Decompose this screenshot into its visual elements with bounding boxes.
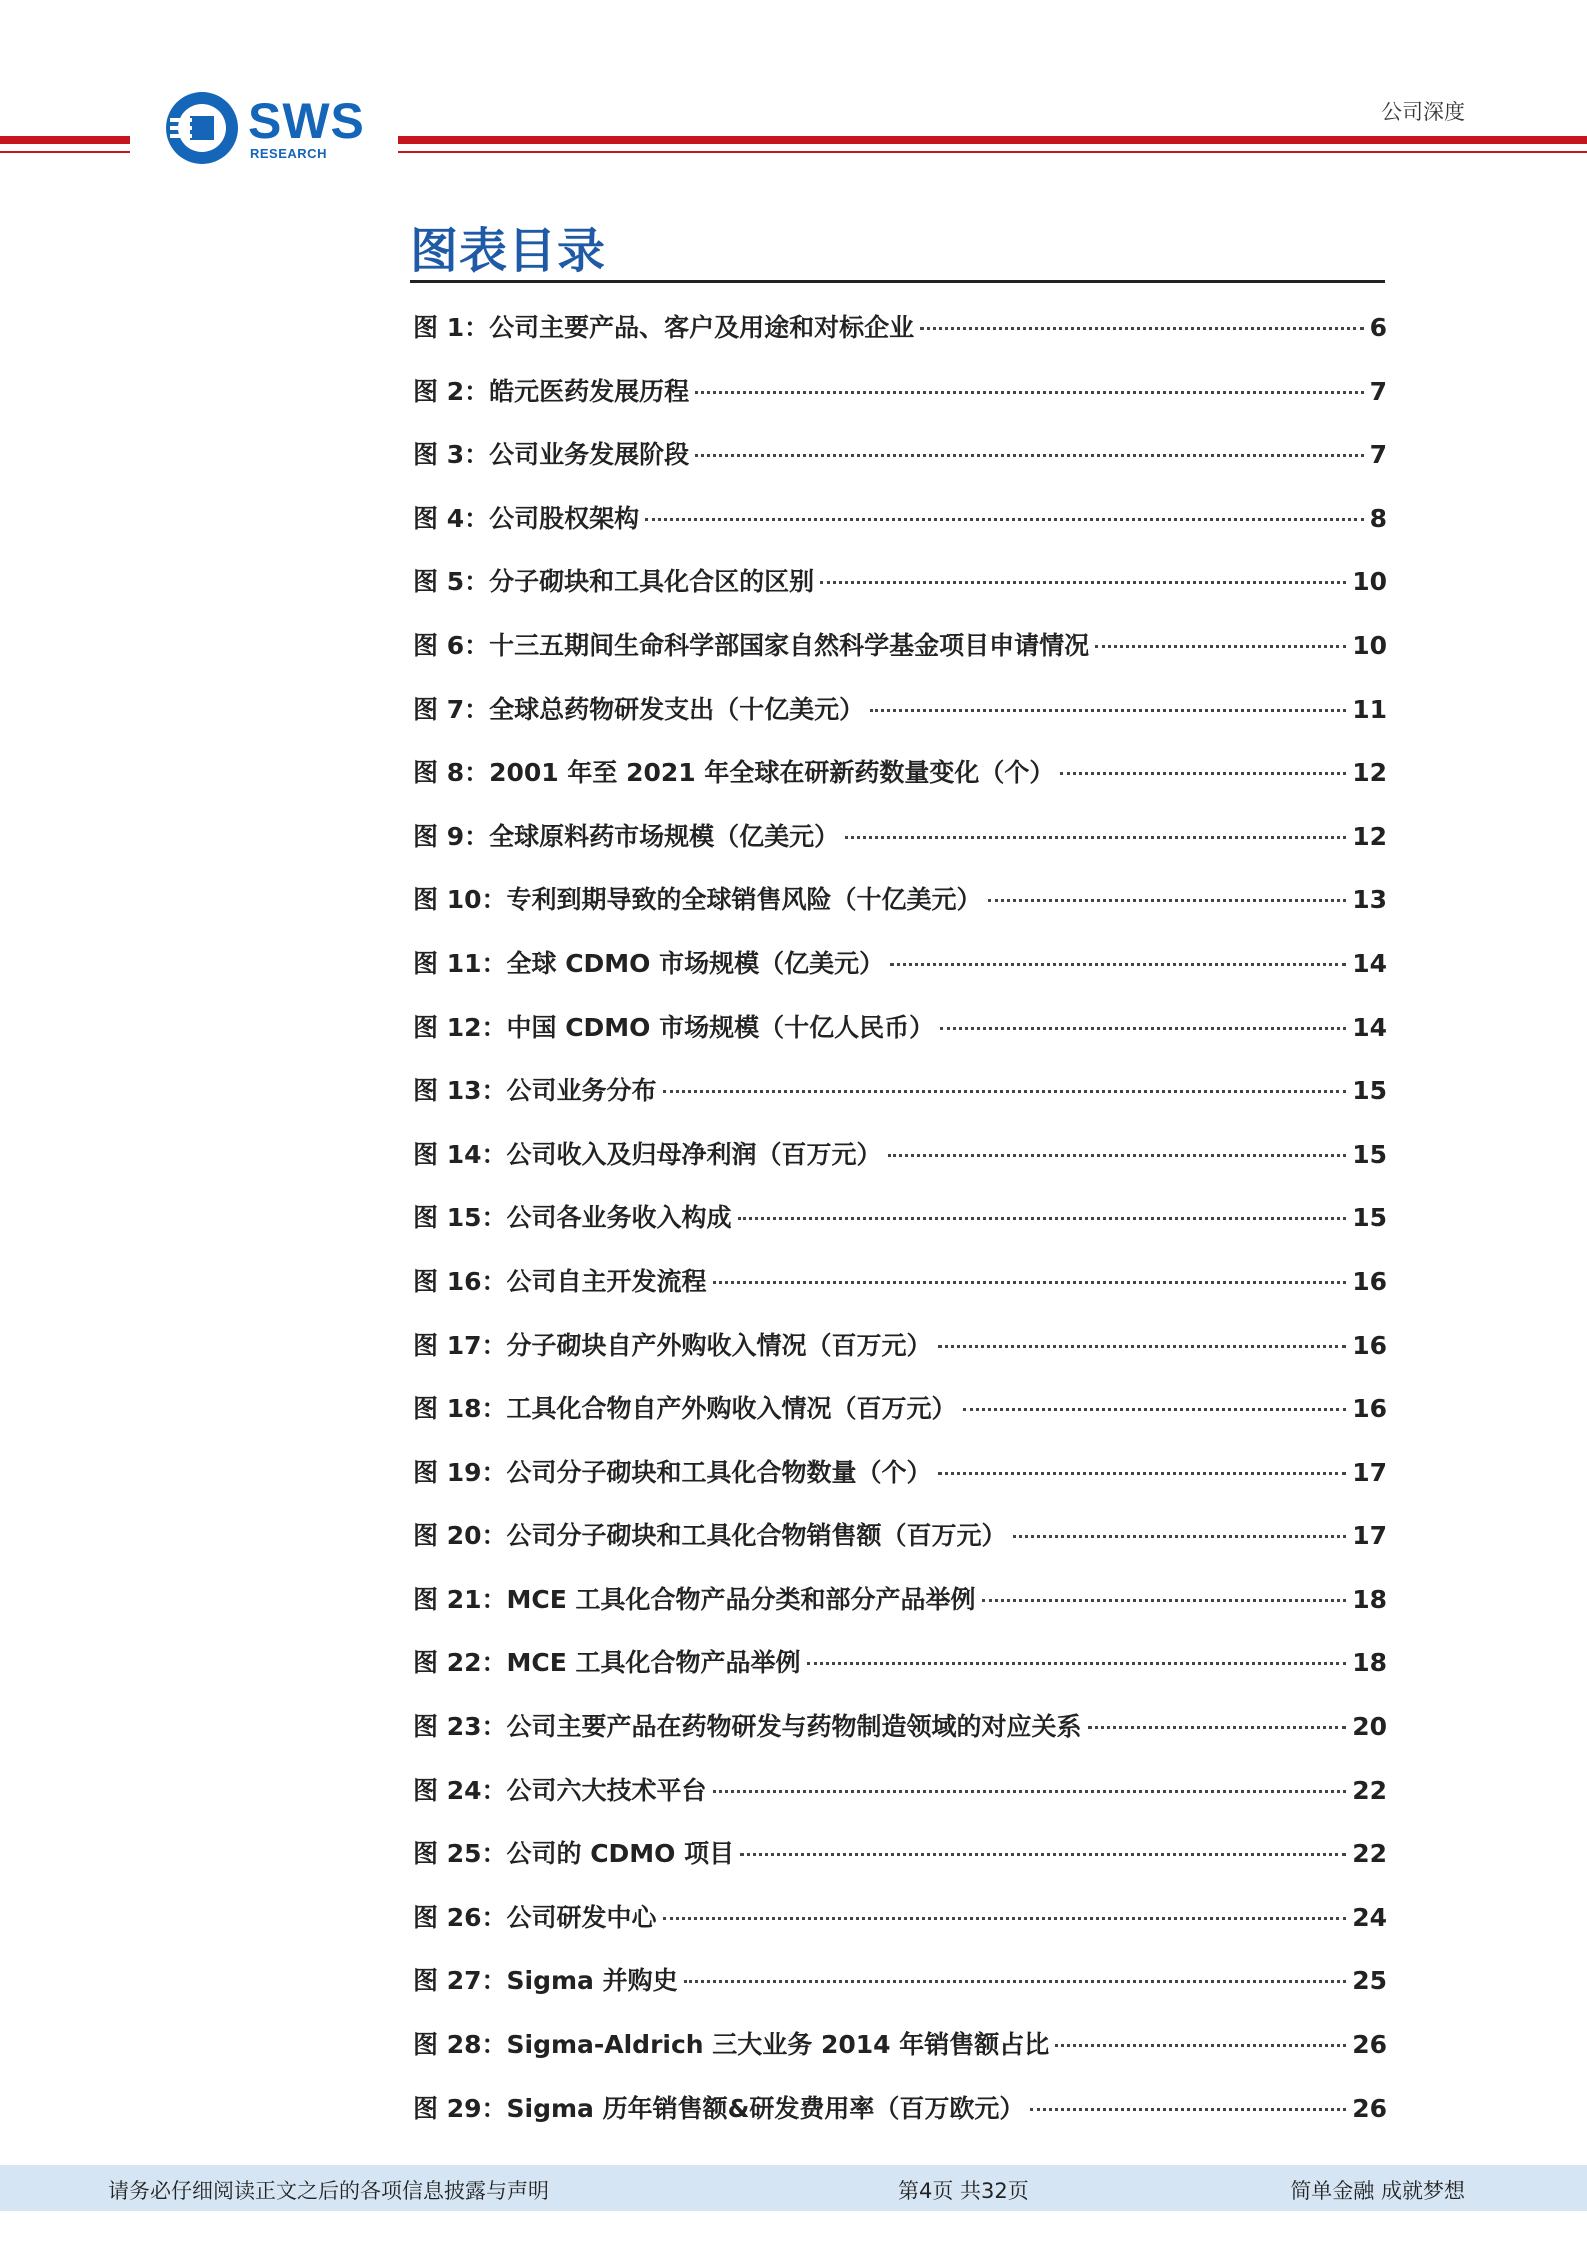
header-rule-right: [398, 136, 1587, 144]
toc-leader-dots: [695, 391, 1363, 394]
toc-entry-page[interactable]: 25: [1352, 1966, 1387, 1996]
toc-leader-dots: [663, 1917, 1347, 1920]
toc-entry-page[interactable]: 15: [1352, 1076, 1387, 1106]
toc-leader-dots: [963, 1408, 1347, 1411]
toc-entry-page[interactable]: 20: [1352, 1712, 1387, 1742]
toc-entry-label[interactable]: 图 5：分子砌块和工具化合区的区别: [413, 567, 815, 597]
title-divider: [410, 280, 1385, 283]
toc-leader-dots: [938, 1472, 1347, 1475]
toc-entry[interactable]: [413, 2023, 1387, 2087]
toc-entry-label[interactable]: 图 24：公司六大技术平台: [413, 1775, 707, 1805]
toc-entry-page[interactable]: 13: [1352, 885, 1387, 915]
toc-entry[interactable]: [413, 1451, 1387, 1515]
toc-leader-dots: [713, 1281, 1347, 1284]
toc-entry[interactable]: [413, 370, 1387, 434]
toc-entry[interactable]: [413, 1133, 1387, 1197]
toc-entry[interactable]: [413, 942, 1387, 1006]
toc-entry-label[interactable]: 图 26：公司研发中心: [413, 1902, 657, 1932]
toc-entry-label[interactable]: 图 15：公司各业务收入构成: [413, 1203, 732, 1233]
toc-entry-page[interactable]: 16: [1352, 1330, 1387, 1360]
toc-entry-page[interactable]: 8: [1369, 503, 1387, 533]
header-rule-left: [0, 136, 130, 144]
toc-entry-page[interactable]: 12: [1352, 758, 1387, 788]
toc-entry-page[interactable]: 18: [1352, 1648, 1387, 1678]
footer-disclaimer: 请务必仔细阅读正文之后的各项信息披露与声明: [108, 2179, 549, 2203]
toc-entry[interactable]: [413, 306, 1387, 370]
toc-entry-page[interactable]: 16: [1352, 1394, 1387, 1424]
footer-slogan: 简单金融 成就梦想: [1290, 2179, 1465, 2203]
toc-entry-page[interactable]: 15: [1352, 1139, 1387, 1169]
toc-entry[interactable]: [413, 1324, 1387, 1388]
toc-entry-label[interactable]: 图 19：公司分子砌块和工具化合物数量（个）: [413, 1457, 932, 1487]
toc-entry-label[interactable]: 图 10：专利到期导致的全球销售风险（十亿美元）: [413, 885, 982, 915]
toc-entry-label[interactable]: 图 20：公司分子砌块和工具化合物销售额（百万元）: [413, 1521, 1007, 1551]
toc-entry-label[interactable]: 图 13：公司业务分布: [413, 1076, 657, 1106]
toc-entry-label[interactable]: 图 4：公司股权架构: [413, 503, 640, 533]
toc-entry-page[interactable]: 26: [1352, 2093, 1387, 2123]
toc-entry-label[interactable]: 图 22：MCE 工具化合物产品举例: [413, 1648, 801, 1678]
toc-entry-label[interactable]: 图 12：中国 CDMO 市场规模（十亿人民币）: [413, 1012, 935, 1042]
toc-entry-page[interactable]: 26: [1352, 2030, 1387, 2060]
header-rule-left-thin: [0, 151, 130, 153]
toc-leader-dots: [695, 454, 1363, 457]
toc-entry-label[interactable]: 图 7：全球总药物研发支出（十亿美元）: [413, 694, 865, 724]
toc-entry-page[interactable]: 16: [1352, 1266, 1387, 1296]
toc-entry[interactable]: [413, 688, 1387, 752]
toc-entry-page[interactable]: 22: [1352, 1839, 1387, 1869]
toc-leader-dots: [807, 1662, 1347, 1665]
toc-leader-dots: [820, 581, 1346, 584]
toc-entry-label[interactable]: 图 1：公司主要产品、客户及用途和对标企业: [413, 313, 915, 342]
toc-entry[interactable]: [413, 1896, 1387, 1960]
toc-entry-label[interactable]: 图 14：公司收入及归母净利润（百万元）: [413, 1139, 882, 1169]
toc-entry[interactable]: [413, 751, 1387, 815]
toc-entry[interactable]: [413, 624, 1387, 688]
toc-entry[interactable]: [413, 433, 1387, 497]
toc-entry[interactable]: [413, 1641, 1387, 1705]
toc-leader-dots: [845, 836, 1346, 839]
toc-entry-label[interactable]: 图 21：MCE 工具化合物产品分类和部分产品举例: [413, 1584, 976, 1614]
toc-leader-dots: [1088, 1726, 1347, 1729]
toc-leader-dots: [645, 518, 1363, 521]
toc-entry-page[interactable]: 14: [1352, 1012, 1387, 1042]
logo-subtext: RESEARCH: [250, 146, 327, 161]
toc-leader-dots: [982, 1599, 1347, 1602]
toc-leader-dots: [890, 963, 1346, 966]
toc-entry-page[interactable]: 18: [1352, 1584, 1387, 1614]
toc-entry-label[interactable]: 图 28：Sigma-Aldrich 三大业务 2014 年销售额占比: [413, 2030, 1050, 2060]
logo-wordmark: SWS: [248, 93, 365, 149]
toc-entry[interactable]: [413, 815, 1387, 879]
toc-leader-dots: [988, 899, 1347, 902]
toc-entry-page[interactable]: 24: [1352, 1902, 1387, 1932]
toc-entry[interactable]: [413, 878, 1387, 942]
toc-entry[interactable]: [413, 2087, 1387, 2151]
toc-entry[interactable]: [413, 1705, 1387, 1769]
toc-entry[interactable]: [413, 1069, 1387, 1133]
toc-leader-dots: [1095, 645, 1346, 648]
toc-entry-page[interactable]: 10: [1352, 567, 1387, 597]
toc-entry[interactable]: [413, 560, 1387, 624]
toc-entry[interactable]: [413, 1832, 1387, 1896]
toc-entry[interactable]: [413, 1006, 1387, 1070]
toc-entry-page[interactable]: 10: [1352, 630, 1387, 660]
page-title: 图表目录: [410, 223, 607, 279]
toc-entry-page[interactable]: 15: [1352, 1203, 1387, 1233]
toc-entry-page[interactable]: 7: [1369, 440, 1387, 470]
toc-entry-page[interactable]: 14: [1352, 948, 1387, 978]
toc-leader-dots: [1055, 2044, 1346, 2047]
toc-entry[interactable]: [413, 497, 1387, 561]
toc-entry-page[interactable]: 17: [1352, 1521, 1387, 1551]
toc-leader-dots: [738, 1217, 1347, 1220]
toc-leader-dots: [1013, 1535, 1347, 1538]
toc-entry-page[interactable]: 11: [1352, 694, 1387, 724]
toc-entry[interactable]: [413, 1196, 1387, 1260]
toc-entry[interactable]: [413, 1260, 1387, 1324]
toc-entry-label[interactable]: 图 2：皓元医药发展历程: [413, 376, 690, 406]
toc-leader-dots: [663, 1090, 1347, 1093]
toc-entry-page[interactable]: 17: [1352, 1457, 1387, 1487]
toc-entry-label[interactable]: 图 29：Sigma 历年销售额&研发费用率（百万欧元）: [413, 2093, 1025, 2123]
toc-leader-dots: [1060, 772, 1346, 775]
toc-entry-label[interactable]: 图 27：Sigma 并购史: [413, 1966, 678, 1996]
toc-entry-label[interactable]: 图 3：公司业务发展阶段: [413, 440, 690, 470]
toc-entry-page[interactable]: 12: [1352, 821, 1387, 851]
toc-leader-dots: [888, 1154, 1347, 1157]
toc-entry[interactable]: [413, 1387, 1387, 1451]
header-rule-right-thin: [398, 151, 1587, 153]
toc-entry-page[interactable]: 6: [1369, 313, 1387, 342]
toc-leader-dots: [1030, 2108, 1346, 2111]
toc-entry-label[interactable]: 图 6：十三五期间生命科学部国家自然科学基金项目申请情况: [413, 630, 1090, 660]
toc-entry-label[interactable]: 图 9：全球原料药市场规模（亿美元）: [413, 821, 840, 851]
toc-entry-label[interactable]: 图 11：全球 CDMO 市场规模（亿美元）: [413, 948, 885, 978]
report-type-label: 公司深度: [1381, 100, 1465, 124]
toc-entry-label[interactable]: 图 8：2001 年至 2021 年全球在研新药数量变化（个）: [413, 758, 1055, 788]
toc-leader-dots: [740, 1853, 1346, 1856]
toc-entry[interactable]: [413, 1578, 1387, 1642]
toc-entry-page[interactable]: 7: [1369, 376, 1387, 406]
footer-page-info: 第4页 共32页: [898, 2179, 1029, 2203]
toc-leader-dots: [940, 1027, 1346, 1030]
toc-leader-dots: [713, 1790, 1347, 1793]
toc-entry-label[interactable]: 图 18：工具化合物自产外购收入情况（百万元）: [413, 1394, 957, 1424]
toc-leader-dots: [870, 709, 1346, 712]
toc-entry-label[interactable]: 图 17：分子砌块自产外购收入情况（百万元）: [413, 1330, 932, 1360]
toc-leader-dots: [920, 327, 1363, 330]
toc-entry-page[interactable]: 22: [1352, 1775, 1387, 1805]
toc-leader-dots: [684, 1980, 1347, 1983]
toc-entry-label[interactable]: 图 23：公司主要产品在药物研发与药物制造领域的对应关系: [413, 1712, 1082, 1742]
toc-entry[interactable]: [413, 1769, 1387, 1833]
toc-entry-label[interactable]: 图 16：公司自主开发流程: [413, 1266, 707, 1296]
table-of-figures: [413, 306, 1387, 2150]
toc-entry-label[interactable]: 图 25：公司的 CDMO 项目: [413, 1839, 735, 1869]
toc-entry[interactable]: [413, 1959, 1387, 2023]
toc-entry[interactable]: [413, 1514, 1387, 1578]
toc-leader-dots: [938, 1345, 1347, 1348]
